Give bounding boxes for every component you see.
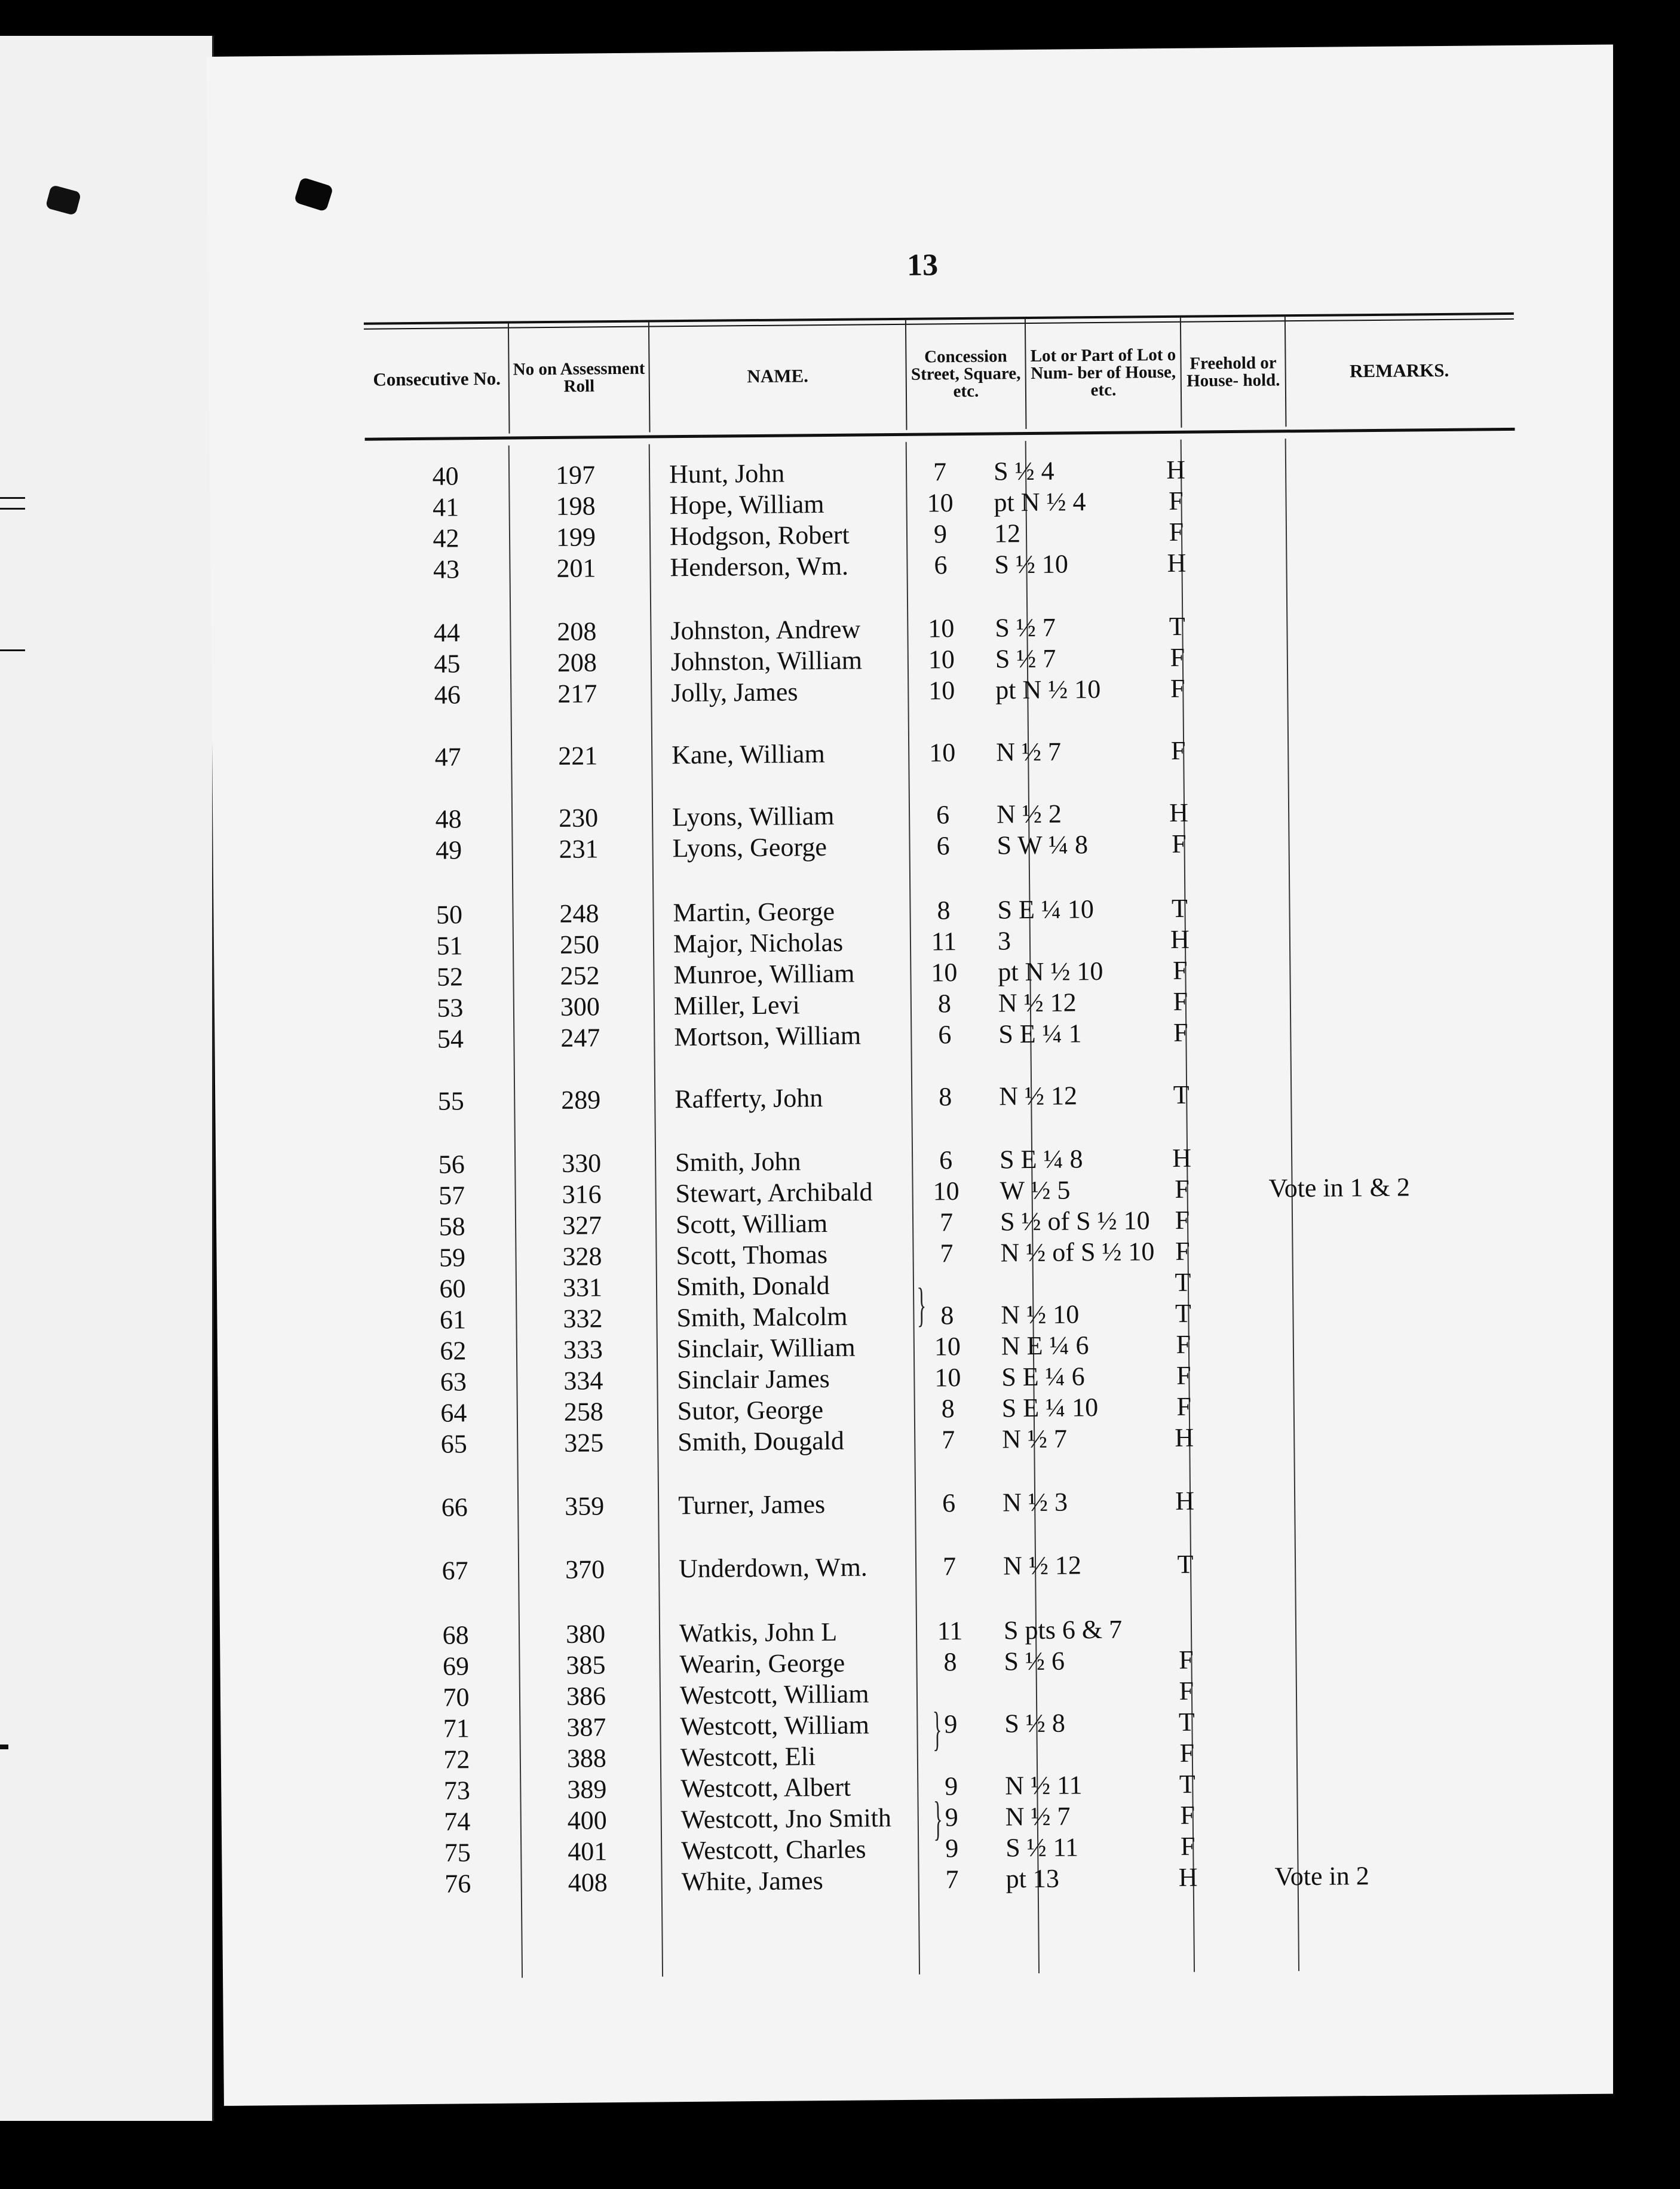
consecutive-no-cell: 67 [442,1556,468,1586]
freehold-cell: F [1172,955,1188,985]
consecutive-no-cell: 43 [433,554,460,584]
freehold-cell: F [1180,1800,1195,1830]
assessment-roll-cell: 331 [562,1273,603,1302]
register-page [206,44,1631,2105]
margin-mark [0,1745,8,1749]
concession-cell: 7 [933,457,947,487]
lot-cell: S E ¼ 10 [997,894,1095,925]
consecutive-no-cell: 42 [433,523,459,553]
name-cell: Johnston, William [670,645,863,677]
concession-cell: 6 [939,1145,953,1175]
column-header [365,314,1513,435]
name-cell: Kane, William [672,739,825,770]
lot-cell: N ½ 7 [1005,1801,1071,1832]
lot-cell: N ½ 2 [996,799,1062,829]
bracket-westcott-william: } [932,1703,942,1756]
name-cell: Watkis, John L [679,1617,838,1648]
name-cell: Hodgson, Robert [669,520,850,551]
name-cell: Wearin, George [679,1648,845,1679]
concession-cell: 7 [942,1552,957,1581]
freehold-cell: T [1175,1267,1191,1297]
assessment-roll-cell: 327 [562,1210,602,1240]
consecutive-no-cell: 48 [435,804,462,834]
assessment-roll-cell: 389 [567,1774,607,1804]
freehold-cell: T [1179,1769,1195,1799]
concession-cell: 11 [931,927,957,956]
name-cell: Westcott, Charles [681,1834,866,1866]
assessment-roll-cell: 380 [565,1619,606,1649]
concession-cell [914,1269,980,1270]
name-cell: Scott, William [675,1208,828,1240]
freehold-cell: F [1180,1831,1195,1861]
assessment-roll-cell: 386 [566,1681,606,1711]
freehold-cell: H [1175,1422,1194,1452]
name-cell: Mortson, William [674,1020,862,1052]
freehold-cell: F [1170,642,1185,672]
scan-border [1613,0,1680,2189]
lot-cell: 3 [997,926,1011,956]
lot-cell: S E ¼ 1 [998,1019,1082,1049]
assessment-roll-cell: 250 [559,930,600,959]
assessment-roll-cell: 370 [565,1555,605,1584]
name-cell: Lyons, George [672,832,827,863]
margin-mark [0,508,25,510]
lot-cell: S ½ 11 [1005,1832,1079,1863]
lot-cell: N ½ 3 [1002,1487,1068,1517]
assessment-roll-cell: 197 [555,460,596,490]
consecutive-no-cell: 49 [435,835,462,865]
lot-cell: S E ¼ 10 [1001,1393,1099,1423]
consecutive-no-cell: 73 [443,1776,471,1805]
assessment-roll-cell: 330 [561,1148,602,1178]
lot-cell: W ½ 5 [1000,1175,1071,1206]
header-freehold: Freehold or House- hold. [1181,316,1286,428]
name-cell: Munroe, William [673,958,855,990]
bracket-westcott-eli-albert: } [933,1792,943,1845]
assessment-roll-cell: 328 [562,1241,602,1271]
assessment-roll-cell: 208 [557,617,597,646]
lot-cell: N ½ 12 [999,1081,1078,1111]
header-concession: Concession Street, Square, etc. [906,318,1026,430]
concession-cell: 9 [945,1771,958,1801]
freehold-cell: F [1173,1017,1188,1047]
facing-page [0,36,214,2121]
name-cell: Westcott, Jno Smith [680,1803,892,1835]
consecutive-no-cell: 53 [437,993,464,1023]
assessment-roll-cell: 247 [560,1023,600,1053]
name-cell: Henderson, Wm. [670,551,849,582]
freehold-cell: F [1176,1360,1191,1390]
consecutive-no-cell: 50 [436,900,463,930]
name-cell: Major, Nicholas [673,927,844,959]
concession-cell: 7 [940,1238,954,1268]
freehold-cell [1159,1613,1213,1614]
consecutive-no-cell: 61 [439,1305,467,1335]
name-cell: Martin, George [673,896,835,928]
freehold-cell: H [1178,1862,1198,1892]
header-remarks: REMARKS. [1349,359,1449,382]
header-lot: Lot or Part of Lot o Num- ber of House, etc. [1025,317,1182,429]
consecutive-no-cell: 69 [442,1651,470,1681]
name-cell: Jolly, James [671,677,798,708]
consecutive-no-cell: 76 [444,1869,471,1899]
lot-cell: N ½ 10 [1001,1299,1080,1330]
consecutive-no-cell: 40 [432,461,459,491]
lot-cell: S ½ of S ½ 10 [1000,1206,1150,1237]
assessment-roll-cell: 300 [560,992,600,1022]
consecutive-no-cell: 72 [443,1745,470,1774]
assessment-roll-cell: 199 [556,522,596,552]
lot-cell: S ½ 7 [995,612,1056,643]
concession-cell: 10 [934,1363,961,1393]
consecutive-no-cell: 46 [434,680,461,710]
concession-cell: 7 [942,1425,955,1455]
assessment-roll-cell: 252 [560,961,600,991]
concession-cell: 8 [937,896,951,925]
assessment-roll-cell: 230 [558,803,599,833]
lot-cell: pt 13 [1005,1863,1060,1894]
consecutive-no-cell: 56 [438,1149,465,1179]
name-cell: Lyons, William [672,801,835,832]
name-cell: Stewart, Archibald [675,1177,873,1209]
bracket-smith: } [916,1279,927,1332]
concession-cell: 9 [944,1709,958,1739]
consecutive-no-cell: 58 [439,1212,465,1241]
name-cell: Scott, Thomas [676,1240,828,1271]
remarks-cell: Vote in 1 & 2 [1268,1172,1411,1203]
freehold-cell: F [1176,1329,1191,1359]
freehold-cell: H [1170,924,1190,954]
assessment-roll-cell: 221 [558,741,598,771]
assessment-roll-cell: 316 [562,1179,602,1209]
concession-cell: 8 [941,1394,955,1424]
name-cell: Sinclair, William [676,1332,856,1364]
consecutive-no-cell: 44 [433,618,461,648]
freehold-cell: F [1170,673,1185,703]
lot-cell: pt N ½ 4 [994,487,1086,517]
concession-cell: 8 [943,1647,957,1677]
freehold-cell: F [1176,1391,1192,1421]
name-cell: Hunt, John [669,458,785,489]
assessment-roll-cell: 401 [568,1837,608,1866]
lot-cell: S ½ 10 [994,549,1069,580]
consecutive-no-cell: 63 [440,1367,467,1397]
consecutive-no-cell: 65 [440,1429,467,1459]
lot-cell: 12 [994,519,1021,548]
lot-cell: S ½ 7 [995,643,1056,674]
freehold-cell: H [1166,455,1186,485]
consecutive-no-cell: 71 [443,1713,470,1743]
name-cell: Turner, James [677,1489,826,1520]
name-cell: White, James [681,1866,823,1897]
lot-cell: S E ¼ 6 [1001,1362,1085,1392]
assessment-roll-cell: 408 [568,1868,608,1897]
concession-cell: 11 [937,1616,963,1646]
concession-cell: 6 [936,800,950,830]
lot-cell: N E ¼ 6 [1001,1330,1089,1361]
concession-cell: 10 [931,958,958,988]
concession-cell: 6 [936,831,950,861]
freehold-cell: F [1175,1236,1190,1266]
consecutive-no-cell: 68 [442,1620,469,1650]
lot-cell: pt N ½ 10 [998,956,1103,987]
consecutive-no-cell: 74 [444,1807,471,1837]
consecutive-no-cell: 59 [439,1243,466,1273]
consecutive-no-cell: 57 [438,1181,465,1210]
freehold-cell: F [1169,486,1184,516]
consecutive-no-cell: 75 [444,1838,471,1868]
freehold-cell: F [1179,1676,1194,1706]
freehold-cell: F [1179,1645,1194,1675]
consecutive-no-cell: 70 [443,1682,470,1712]
consecutive-no-cell: 54 [437,1024,464,1054]
lot-cell: S ½ 4 [993,456,1054,486]
name-cell: Smith, John [675,1146,801,1178]
freehold-cell: T [1171,893,1188,923]
name-cell: Smith, Donald [676,1270,830,1302]
assessment-roll-cell: 217 [557,679,597,709]
freehold-cell: F [1172,829,1187,859]
assessment-roll-cell: 385 [566,1650,606,1680]
concession-cell: 7 [939,1207,954,1237]
consecutive-no-cell: 64 [440,1398,467,1428]
name-cell: Smith, Malcolm [676,1301,848,1333]
consecutive-no-cell: 41 [432,492,459,522]
lot-cell: N ½ of S ½ 10 [1000,1237,1155,1268]
assessment-roll-cell: 248 [559,899,599,928]
name-cell: Hope, William [669,489,824,520]
concession-cell: 10 [928,676,955,706]
concession-cell: 10 [934,1332,961,1362]
lot-cell: N ½ 7 [1002,1424,1068,1454]
name-cell: Sinclair James [677,1363,830,1395]
assessment-roll-cell: 198 [556,491,596,521]
consecutive-no-cell: 45 [434,649,461,679]
name-cell: Sutor, George [677,1395,824,1426]
binding-hole [294,177,334,212]
margin-mark [0,649,25,651]
header-consecutive-no: Consecutive No. [365,323,510,435]
freehold-cell: F [1170,735,1186,765]
freehold-cell: F [1173,986,1188,1016]
concession-cell: 9 [945,1802,958,1832]
freehold-cell: T [1178,1707,1195,1737]
consecutive-no-cell: 60 [439,1274,466,1304]
assessment-roll-cell: 388 [566,1743,607,1773]
freehold-cell: T [1169,611,1186,641]
lot-cell: N ½ 12 [998,988,1077,1018]
freehold-cell: F [1179,1738,1195,1768]
name-cell: Westcott, Albert [680,1772,851,1804]
name-cell: Westcott, William [679,1679,869,1710]
assessment-roll-cell: 201 [556,553,596,583]
assessment-roll-cell: 231 [559,834,599,864]
freehold-cell: H [1175,1486,1195,1516]
consecutive-no-cell: 52 [436,962,464,992]
lot-cell: pt N ½ 10 [995,674,1101,705]
name-cell: Rafferty, John [675,1083,823,1114]
concession-cell: 6 [942,1488,956,1518]
concession-cell: 6 [938,1020,952,1050]
concession-cell: 10 [927,488,954,518]
name-cell: Johnston, Andrew [670,614,861,646]
concession-cell: 9 [933,519,948,549]
header-name: NAME. [649,320,907,433]
remarks-cell: Vote in 2 [1274,1861,1369,1891]
name-cell: Smith, Dougald [677,1425,845,1457]
lot-cell: S E ¼ 8 [999,1144,1083,1175]
freehold-cell: F [1169,517,1184,547]
lot-cell: N ½ 12 [1003,1550,1082,1581]
freehold-cell: T [1175,1298,1192,1328]
freehold-cell: H [1172,1143,1192,1173]
lot-cell: S ½ 8 [1004,1708,1066,1739]
freehold-cell: H [1167,548,1187,578]
assessment-roll-cell: 359 [564,1491,605,1521]
name-cell: Miller, Levi [673,990,800,1021]
name-cell: Underdown, Wm. [678,1552,868,1584]
concession-cell: 8 [937,989,952,1019]
lot-cell: S pts 6 & 7 [1003,1614,1123,1645]
consecutive-no-cell: 47 [434,742,461,772]
consecutive-no-cell: 51 [436,931,463,961]
consecutive-no-cell: 66 [441,1492,468,1522]
assessment-roll-cell: 325 [564,1428,604,1458]
consecutive-no-cell: 62 [440,1336,467,1366]
lot-cell: N ½ 7 [995,737,1062,767]
concession-cell: 10 [928,738,956,768]
consecutive-no-cell: 55 [437,1086,464,1116]
assessment-roll-cell: 208 [557,648,597,677]
concession-cell: 9 [945,1834,959,1863]
assessment-roll-cell: 289 [561,1085,601,1115]
margin-mark [0,497,25,499]
assessment-roll-cell: 258 [563,1397,604,1427]
concession-cell: 6 [934,550,948,580]
lot-cell: S ½ 6 [1004,1646,1065,1676]
name-cell: Westcott, William [680,1710,870,1742]
concession-cell: 10 [933,1176,959,1206]
concession-cell: 8 [940,1301,954,1330]
concession-cell: 8 [939,1082,952,1112]
freehold-cell: T [1177,1549,1194,1579]
lot-cell: N ½ 11 [1005,1770,1083,1801]
concession-cell: 10 [928,614,955,643]
page-number: 13 [906,248,939,283]
header-assessment-roll: No on Assessment Roll [508,322,650,434]
assessment-roll-cell: 333 [563,1335,603,1365]
freehold-cell: F [1175,1205,1190,1235]
freehold-cell: H [1169,798,1189,827]
lot-cell: S W ¼ 8 [997,830,1089,860]
assessment-roll-cell: 334 [563,1366,603,1396]
freehold-cell: T [1173,1080,1190,1109]
assessment-roll-cell: 332 [563,1304,603,1333]
freehold-cell: F [1175,1174,1190,1204]
assessment-roll-cell: 400 [567,1805,607,1835]
name-cell: Westcott, Eli [680,1742,816,1773]
assessment-roll-cell: 387 [566,1712,606,1742]
binding-hole-mark [45,185,82,216]
concession-cell: 10 [928,645,955,675]
concession-cell: 7 [945,1865,959,1894]
